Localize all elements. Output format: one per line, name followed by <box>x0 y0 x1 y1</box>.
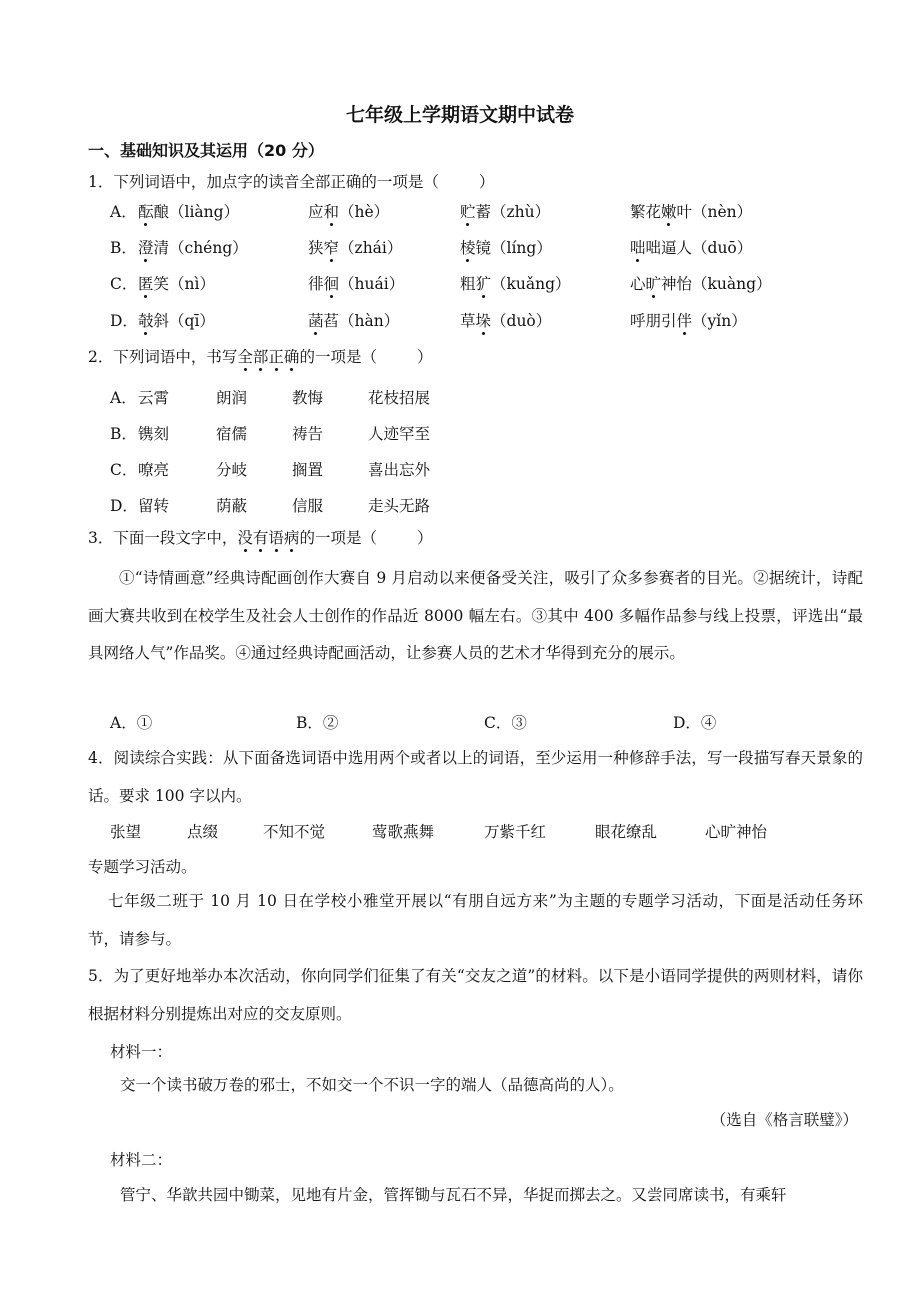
q4-word: 不知不觉 <box>263 823 326 841</box>
q2-word: 分岐 <box>216 461 248 479</box>
q2-word: 教悔 <box>292 389 324 407</box>
q2-stem-text: 2．下列词语中，书写 <box>88 348 238 366</box>
q1-word <box>138 200 239 222</box>
q3-dot-char: 有 <box>252 529 269 547</box>
q1-stem-text: 1．下列词语中，加点字的读音全部正确的一项是（ <box>88 173 439 191</box>
word-prefix: 应 <box>308 203 324 221</box>
q2-word: 信服 <box>292 497 324 515</box>
word-suffix: 清（chéng） <box>153 239 248 257</box>
dotted-char: 犷 <box>475 275 492 293</box>
dotted-char: 澄 <box>138 239 154 257</box>
q2-word: 镌刻 <box>138 425 170 443</box>
q1-word <box>630 309 747 331</box>
q2-option-label[interactable]: D． <box>110 497 138 515</box>
q2-word: 朗润 <box>216 389 248 407</box>
dotted-char: 棱 <box>460 239 476 257</box>
word-suffix: （kuǎng） <box>491 275 571 293</box>
q4-word: 心旷神怡 <box>705 823 768 841</box>
q2-word: 祷告 <box>292 425 324 443</box>
q4-word: 莺歌燕舞 <box>372 823 435 841</box>
q2-word: 走头无路 <box>368 497 431 515</box>
q1-stem-end: ） <box>478 173 495 191</box>
word-suffix: 笑（nì） <box>153 275 215 293</box>
word-prefix: 徘 <box>308 275 324 293</box>
q3-dot-char: 没 <box>237 529 253 547</box>
word-prefix: 心 <box>630 275 646 293</box>
dotted-char: 酝 <box>138 203 154 221</box>
dotted-char: 菡 <box>308 312 324 330</box>
q2-word: 云霄 <box>138 389 170 407</box>
material-2-label: 材料二： <box>110 1151 173 1169</box>
q1-option-label[interactable]: D． <box>110 312 138 330</box>
q1-stem <box>88 170 494 192</box>
dotted-char: 咄 <box>630 239 646 257</box>
dotted-char: 攲 <box>138 312 154 330</box>
dotted-char: 和 <box>323 203 340 221</box>
dotted-char: 贮 <box>460 203 476 221</box>
q1-word <box>630 272 772 294</box>
material-2-text: 管宁、华歆共园中锄菜，见地有片金，管挥锄与瓦石不异，华捉而掷去之。又尝同席读书，有乘轩 <box>120 1186 787 1204</box>
q3-stem-text: 3．下面一段文字中， <box>88 529 238 547</box>
q2-dot-char: 确 <box>283 348 300 366</box>
word-suffix: （yǐn） <box>692 312 747 330</box>
word-suffix: （zhái） <box>339 239 403 257</box>
exam-title: 七年级上学期语文期中试卷 <box>345 104 574 126</box>
word-suffix: （huái） <box>339 275 405 293</box>
q2-word: 花枝招展 <box>368 389 431 407</box>
q2-dot-char: 正 <box>268 348 284 366</box>
word-prefix: 呼朋引 <box>630 312 677 330</box>
q3-stem-mid: 的一项是（ <box>299 529 377 547</box>
q2-option-label[interactable]: A． <box>110 389 137 407</box>
q4-word: 眼花缭乱 <box>595 823 658 841</box>
word-prefix: 狭 <box>308 239 324 257</box>
q1-word <box>308 200 389 222</box>
q2-dot-char: 全 <box>237 348 253 366</box>
material-1-source: （选自《格言联璧》） <box>710 1111 858 1129</box>
word-suffix: 神怡（kuàng） <box>661 275 772 293</box>
word-suffix: 蓄（zhù） <box>475 203 551 221</box>
q2-stem-end: ） <box>416 348 433 366</box>
q1-word <box>630 200 752 222</box>
dotted-char: 旷 <box>645 275 662 293</box>
dotted-char: 徊 <box>323 275 340 293</box>
q2-word: 宿儒 <box>216 425 248 443</box>
q1-word <box>460 309 551 331</box>
q2-word: 喜出忘外 <box>368 461 431 479</box>
q3-dot-char: 病 <box>283 529 300 547</box>
q3-stem-end: ） <box>416 529 433 547</box>
q4-word: 万紫千红 <box>484 823 547 841</box>
q3-option-a[interactable]: A．① <box>110 714 153 732</box>
q5-stem: 5．为了更好地举办本次活动，你向同学们征集了有关“交友之道”的材料。以下是小语同学提供的两则材料，请你根据材料分别提炼出对应的交友原则。 <box>88 967 863 1023</box>
q2-word: 嘹亮 <box>138 461 170 479</box>
q1-word <box>138 236 248 258</box>
q4-word: 点缀 <box>187 823 219 841</box>
q2-word: 人迹罕至 <box>368 425 431 443</box>
dotted-char: 嫩 <box>661 203 677 221</box>
q2-stem-mid: 的一项是（ <box>299 348 377 366</box>
word-suffix: 酿（liàng） <box>153 203 240 221</box>
topic-label: 专题学习活动。 <box>88 858 197 876</box>
q1-word <box>138 272 215 294</box>
q2-word: 荫蔽 <box>216 497 248 515</box>
q1-word <box>308 236 402 258</box>
q2-stem <box>88 345 432 367</box>
q3-option-c[interactable]: C．③ <box>484 714 527 732</box>
q1-word <box>308 309 399 331</box>
section-heading: 一、基础知识及其运用（20 分） <box>88 141 324 160</box>
q3-option-d[interactable]: D．④ <box>673 714 717 732</box>
dotted-char: 伴 <box>676 312 693 330</box>
q1-word <box>460 200 550 222</box>
word-prefix: 粗 <box>460 275 476 293</box>
dotted-char: 垛 <box>475 312 492 330</box>
material-1-text: 交一个读书破万卷的邪士，不如交一个不识一字的端人（品德高尚的人）。 <box>120 1076 624 1094</box>
q1-word <box>138 309 215 331</box>
q4-stem: 4．阅读综合实践：从下面备选词语中选用两个或者以上的词语，至少运用一种修辞手法，写一段描写春天景象的话。要求 100 字以内。 <box>88 749 863 805</box>
word-suffix: 咄逼人（duō） <box>645 239 753 257</box>
q3-dot-char: 语 <box>268 529 284 547</box>
q1-option-label[interactable]: A． <box>110 203 137 221</box>
word-suffix: 叶（nèn） <box>676 203 753 221</box>
word-suffix: 镜（líng） <box>475 239 552 257</box>
q3-option-b[interactable]: B．② <box>296 714 339 732</box>
q2-word: 搁置 <box>292 461 324 479</box>
word-suffix: 斜（qī） <box>153 312 215 330</box>
q2-option-label[interactable]: C． <box>110 461 138 479</box>
activity-intro: 七年级二班于 10 月 10 日在学校小雅堂开展以“有朋自远方来”为主题的专题学习活动，下面是活动任务环节，请参与。 <box>88 892 863 948</box>
q1-option-label[interactable]: B． <box>110 239 137 257</box>
word-prefix: 繁花 <box>630 203 662 221</box>
word-suffix: （duò） <box>491 312 552 330</box>
q2-dot-char: 部 <box>252 348 269 366</box>
dotted-char: 窄 <box>323 239 340 257</box>
q3-passage: ①“诗情画意”经典诗配画创作大赛自 9 月启动以来便备受关注，吸引了众多参赛者的目光。②据统计，诗配画大赛共收到在校学生及社会人士创作的作品近 8000 幅左右。③其中 400 多幅作品参与线上投票，评选出“最具网络人气”作品奖。④通过经典诗配画活动，让参赛人员的艺术才华得到充分的展示。 <box>88 569 863 662</box>
word-suffix: 萏（hàn） <box>323 312 400 330</box>
dotted-char: 匿 <box>138 275 154 293</box>
word-prefix: 草 <box>460 312 476 330</box>
q1-option-label[interactable]: C． <box>110 275 138 293</box>
q1-word <box>460 236 552 258</box>
q2-word: 留转 <box>138 497 170 515</box>
q3-stem <box>88 526 432 548</box>
q1-word <box>460 272 571 294</box>
q2-option-label[interactable]: B． <box>110 425 137 443</box>
word-suffix: （hè） <box>339 203 390 221</box>
q4-word: 张望 <box>110 823 142 841</box>
q1-word <box>308 272 404 294</box>
q1-word <box>630 236 752 258</box>
material-1-label: 材料一： <box>110 1043 173 1061</box>
